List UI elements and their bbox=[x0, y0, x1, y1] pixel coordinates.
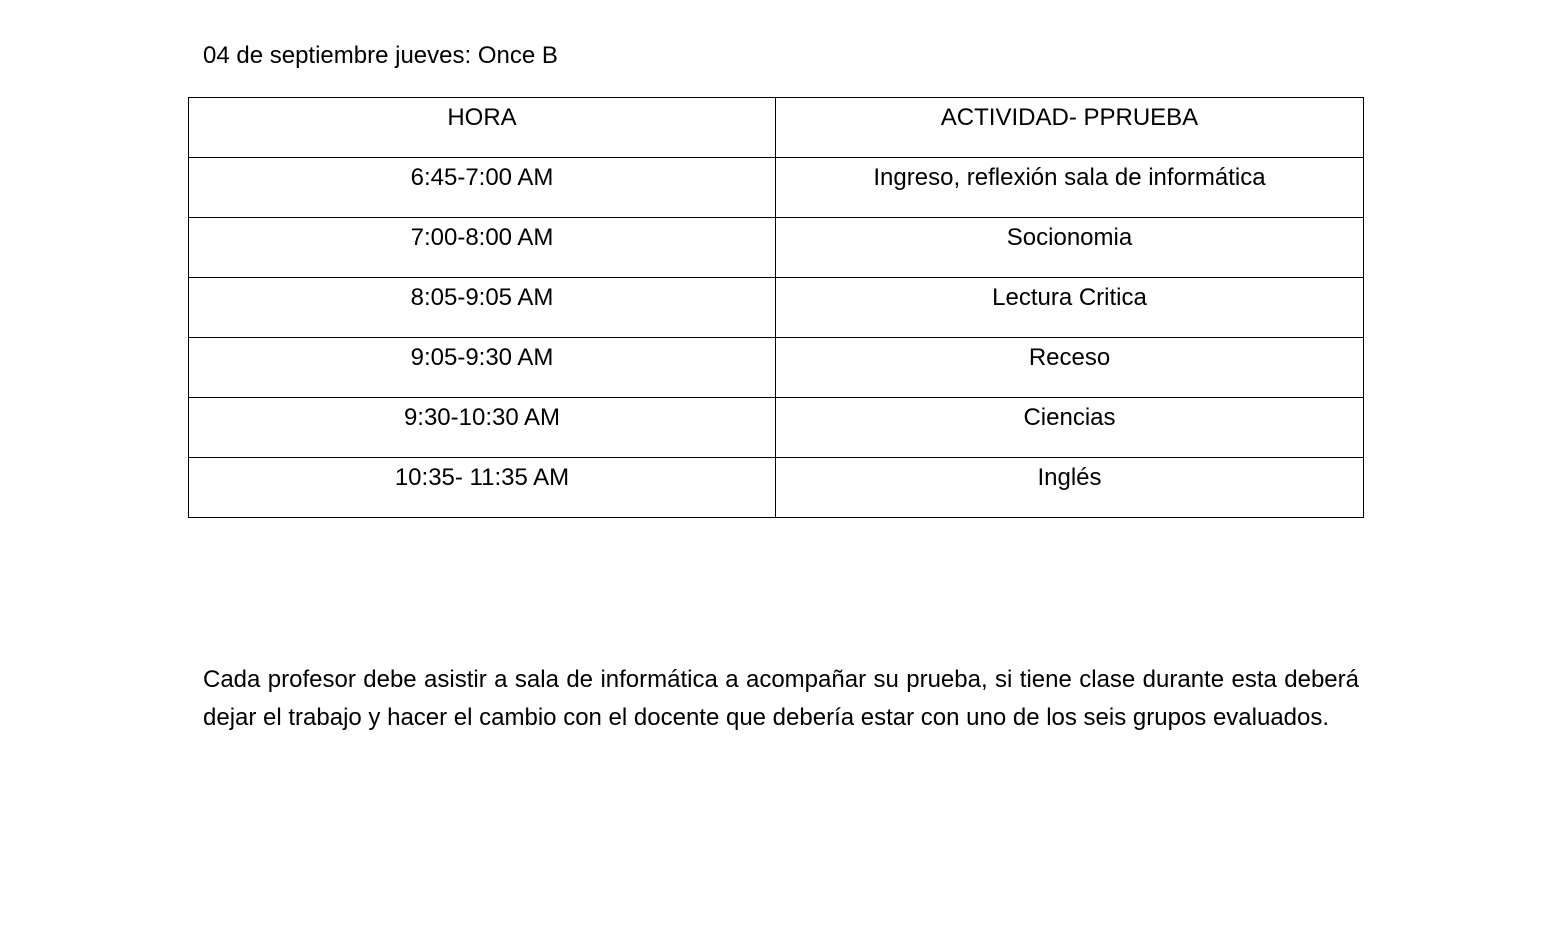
activity-cell: Lectura Critica bbox=[776, 278, 1364, 338]
activity-cell: Inglés bbox=[776, 458, 1364, 518]
schedule-table bbox=[188, 97, 1364, 518]
time-cell: 9:05-9:30 AM bbox=[189, 338, 776, 398]
time-cell: 7:00-8:00 AM bbox=[189, 218, 776, 278]
table-row bbox=[189, 278, 1364, 338]
table-row bbox=[189, 398, 1364, 458]
page-heading: 04 de septiembre jueves: Once B bbox=[203, 42, 558, 69]
time-cell: 8:05-9:05 AM bbox=[189, 278, 776, 338]
table-row bbox=[189, 458, 1364, 518]
activity-cell: Receso bbox=[776, 338, 1364, 398]
activity-cell: Socionomia bbox=[776, 218, 1364, 278]
instructions-paragraph: Cada profesor debe asistir a sala de informática a acompañar su prueba, si tiene clase durante esta deberá dejar el trabajo y hacer el cambio con el docente que debería estar con uno de los seis grupos evaluados. bbox=[203, 666, 1359, 731]
activity-cell: Ingreso, reflexión sala de informática bbox=[776, 158, 1364, 218]
time-cell: 6:45-7:00 AM bbox=[189, 158, 776, 218]
table-row bbox=[189, 338, 1364, 398]
table-row bbox=[189, 158, 1364, 218]
time-cell: 9:30-10:30 AM bbox=[189, 398, 776, 458]
table-row bbox=[189, 218, 1364, 278]
activity-cell: Ciencias bbox=[776, 398, 1364, 458]
column-header-hora: HORA bbox=[189, 98, 776, 158]
table-header-row bbox=[189, 98, 1364, 158]
time-cell: 10:35- 11:35 AM bbox=[189, 458, 776, 518]
column-header-actividad: ACTIVIDAD- PPRUEBA bbox=[776, 98, 1364, 158]
